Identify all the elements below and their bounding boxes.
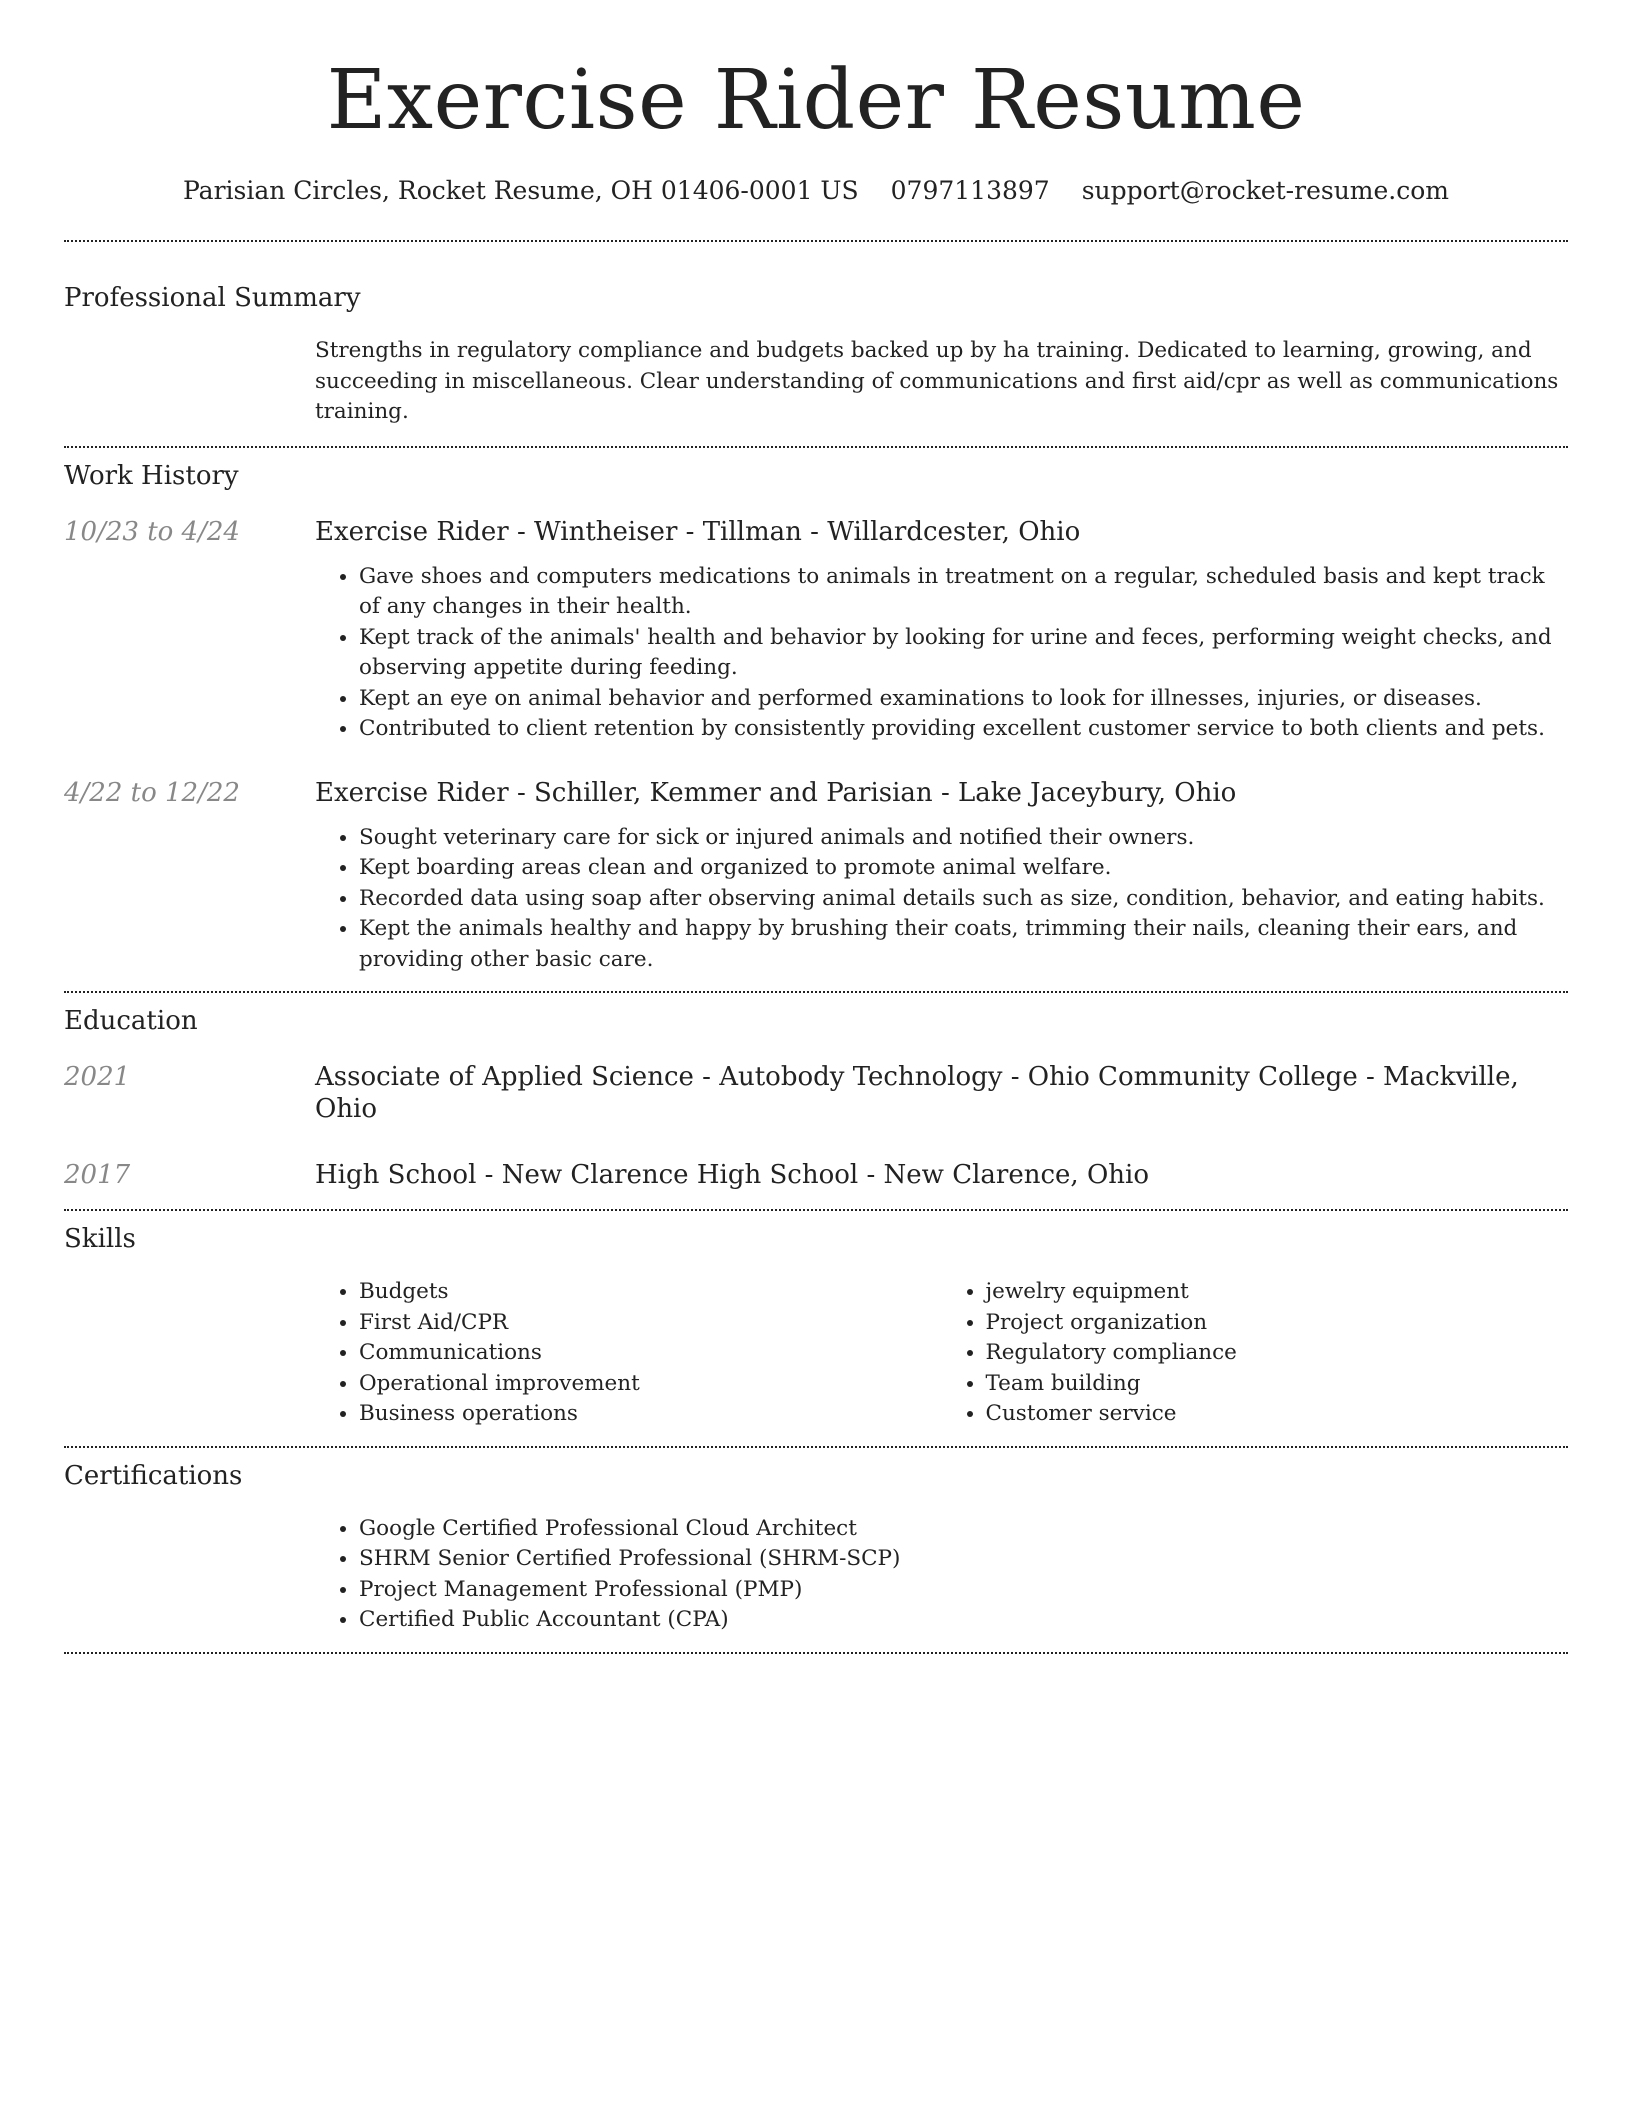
education-title: High School - New Clarence High School - New Clarence, Ohio (315, 1160, 1149, 1190)
list-item: • SHRM Senior Certified Professional (SHRM-SCP) (359, 1544, 1568, 1575)
list-item: • Kept boarding areas clean and organized to promote animal welfare. (359, 853, 1568, 884)
education-section (64, 993, 1568, 1209)
summary-text: Strengths in regulatory compliance and budgets backed up by ha training. Dedicated to learning, growing, and succeeding in miscellaneous. Clear understanding of communications and first aid/cpr as well as communications training. (315, 338, 1559, 424)
certifications-section (64, 1448, 1568, 1636)
education-title: Associate of Applied Science - Autobody Technology - Ohio Community College - Mackville, Ohio (315, 1062, 1519, 1124)
education-year: 2021 (64, 1062, 131, 1092)
job-bullets (315, 562, 1568, 745)
list-item: • Budgets (359, 1277, 942, 1308)
list-item: • Gave shoes and computers medications to animals in treatment on a regular, scheduled basis and kept track of any changes in their health. (359, 562, 1568, 623)
section-title-education: Education (64, 1006, 198, 1036)
section-divider (64, 1652, 1568, 1654)
job-title: Exercise Rider - Wintheiser - Tillman - Willardcester, Ohio (315, 516, 1081, 547)
list-item: • Project Management Professional (PMP) (359, 1575, 1568, 1606)
section-title-work: Work History (64, 460, 239, 491)
skills-list-left (315, 1277, 942, 1430)
skills-list-right (942, 1277, 1569, 1430)
contact-phone: 0797113897 (890, 176, 1050, 205)
education-year: 2017 (64, 1160, 131, 1190)
section-title-skills: Skills (64, 1224, 136, 1254)
list-item: • Contributed to client retention by consistently providing excellent customer service to both clients and pets. (359, 714, 1568, 745)
section-title-summary: Professional Summary (64, 283, 361, 313)
contact-address: Parisian Circles, Rocket Resume, OH 01406-0001 US (182, 176, 859, 205)
list-item: • Business operations (359, 1399, 942, 1430)
list-item: • Communications (359, 1338, 942, 1369)
list-item: • Kept the animals healthy and happy by brushing their coats, trimming their nails, cleaning their ears, and providing other basic care. (359, 914, 1568, 975)
skills-grid (315, 1277, 1568, 1430)
job-bullets (315, 823, 1568, 976)
resume-body (64, 240, 1568, 1654)
list-item: • First Aid/CPR (359, 1308, 942, 1339)
resume-title: Exercise Rider Resume (326, 53, 1306, 148)
list-item: • Project organization (986, 1308, 1569, 1339)
job-dates: 4/22 to 12/22 (64, 777, 240, 808)
job-dates: 10/23 to 4/24 (64, 516, 240, 547)
section-title-certifications: Certifications (64, 1460, 243, 1491)
skills-section (64, 1211, 1568, 1430)
list-item: • Google Certified Professional Cloud Architect (359, 1514, 1568, 1545)
list-item: • Kept an eye on animal behavior and performed examinations to look for illnesses, injuries, or diseases. (359, 684, 1568, 715)
resume-header (0, 0, 1632, 205)
list-item: • Customer service (986, 1399, 1569, 1430)
education-entry (64, 1061, 1568, 1125)
list-item: • Recorded data using soap after observing animal details such as size, condition, behavior, and eating habits. (359, 884, 1568, 915)
job-title: Exercise Rider - Schiller, Kemmer and Parisian - Lake Jaceybury, Ohio (315, 777, 1237, 808)
summary-section (64, 242, 1568, 428)
list-item: • jewelry equipment (986, 1277, 1569, 1308)
contact-line (0, 176, 1632, 205)
list-item: • Sought veterinary care for sick or injured animals and notified their owners. (359, 823, 1568, 854)
certifications-list (315, 1514, 1568, 1636)
list-item: • Regulatory compliance (986, 1338, 1569, 1369)
job-entry (64, 516, 1568, 745)
list-item: • Kept track of the animals' health and behavior by looking for urine and feces, performing weight checks, and observing appetite during feeding. (359, 623, 1568, 684)
work-history-section (64, 448, 1568, 976)
list-item: • Certified Public Accountant (CPA) (359, 1605, 1568, 1636)
education-entry (64, 1159, 1568, 1191)
job-entry (64, 777, 1568, 976)
list-item: • Operational improvement (359, 1369, 942, 1400)
contact-email: support@rocket-resume.com (1081, 176, 1450, 205)
list-item: • Team building (986, 1369, 1569, 1400)
